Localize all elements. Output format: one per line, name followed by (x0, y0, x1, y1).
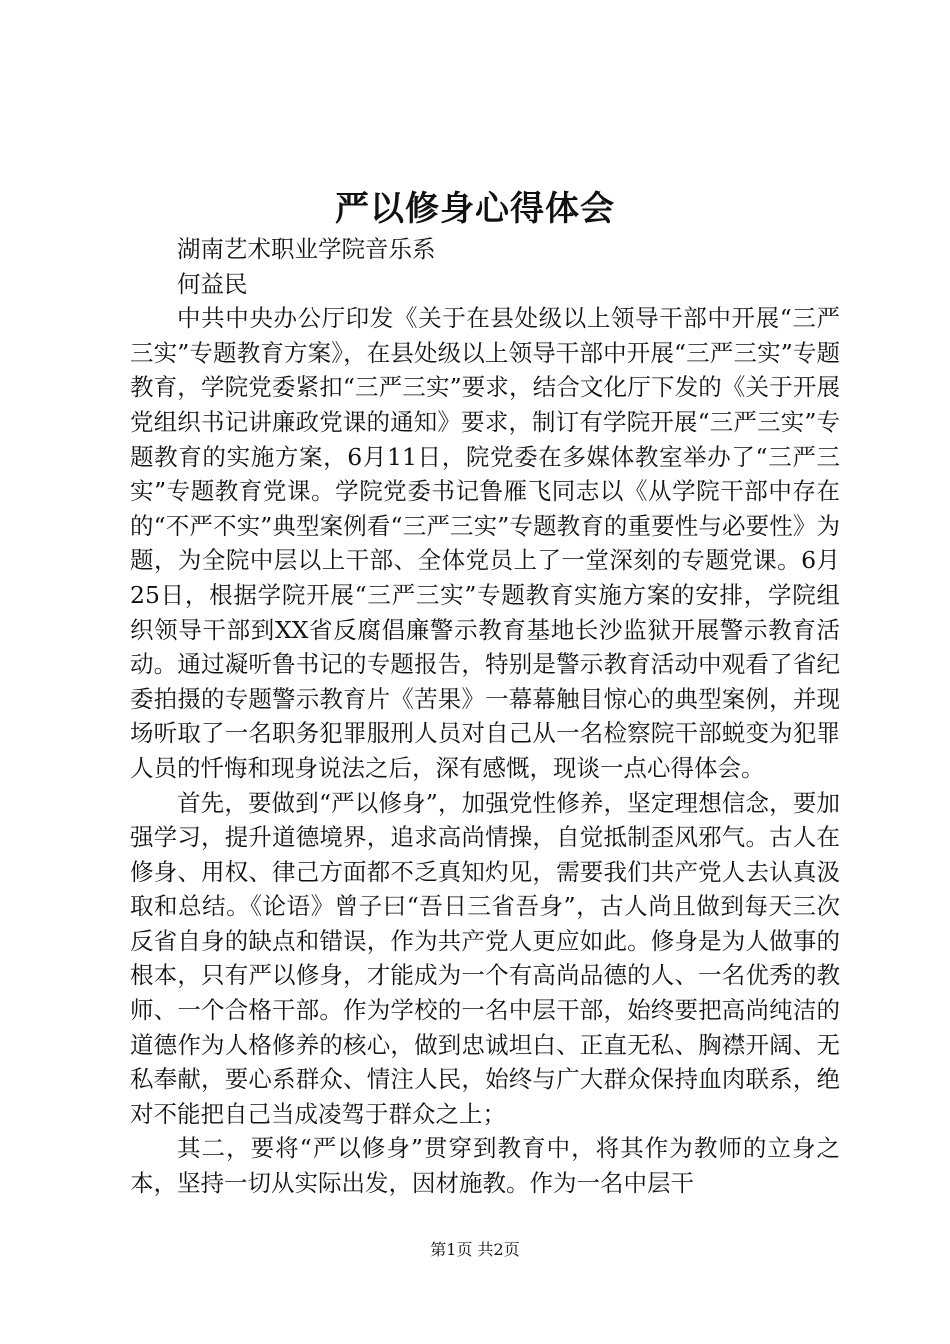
paragraph-3: 其二，要将“严以修身”贯穿到教育中，将其作为教师的立身之本，坚持一切从实际出发，因材施教。作为一名中层干 (130, 1134, 840, 1198)
page-footer: 第1页 共2页 (430, 1240, 520, 1259)
document-title: 严以修身心得体会 (335, 189, 615, 229)
author-name: 何益民 (177, 269, 248, 298)
affiliation: 湖南艺术职业学院音乐系 (177, 235, 436, 263)
paragraph-1: 中共中央办公厅印发《关于在县处级以上领导干部中开展“三严三实”专题教育方案》，在县处级以上领导干部中开展“三严三实”专题教育，学院党委紧扣“三严三实”要求，结合文化厅下发的《关于开展党组织书记讲廉政党课的通知》要求，制订有学院开展“三严三实”专题教育的实施方案，6月11日，院党委在多媒体教室举办了“三严三实”专题教育党课。学院党委书记鲁雁飞同志以《从学院干部中存在的“不严不实”典型案例看“三严三实”专题教育的重要性与必要性》为题，为全院中层以上干部、全体党员上了一堂深刻的专题党课。6月25日，根据学院开展“三严三实”专题教育实施方案的安排，学院组织领导干部到XX省反腐倡廉警示教育基地长沙监狱开展警示教育活动。通过凝听鲁书记的专题报告，特别是警示教育活动中观看了省纪委拍摄的专题警示教育片《苦果》一幕幕触目惊心的典型案例，并现场听取了一名职务犯罪服刑人员对自己从一名检察院干部蜕变为犯罪人员的忏悔和现身说法之后，深有感慨，现谈一点心得体会。 (130, 304, 840, 782)
paragraph-2: 首先，要做到“严以修身”，加强党性修养，坚定理想信念，要加强学习，提升道德境界，追求高尚情操，自觉抵制歪风邪气。古人在修身、用权、律己方面都不乏真知灼见，需要我们共产党人去认真汲取和总结。《论语》曾子曰“吾日三省吾身”，古人尚且做到每天三次反省自身的缺点和错误，作为共产党人更应如此。修身是为人做事的根本，只有严以修身，才能成为一个有高尚品德的人、一名优秀的教师、一个合格干部。作为学校的一名中层干部，始终要把高尚纯洁的道德作为人格修养的核心，做到忠诚坦白、正直无私、胸襟开阔、无私奉献，要心系群众、情注人民，始终与广大群众保持血肉联系，绝对不能把自己当成凌驾于群众之上； (130, 788, 840, 1128)
document-body (130, 232, 840, 1201)
